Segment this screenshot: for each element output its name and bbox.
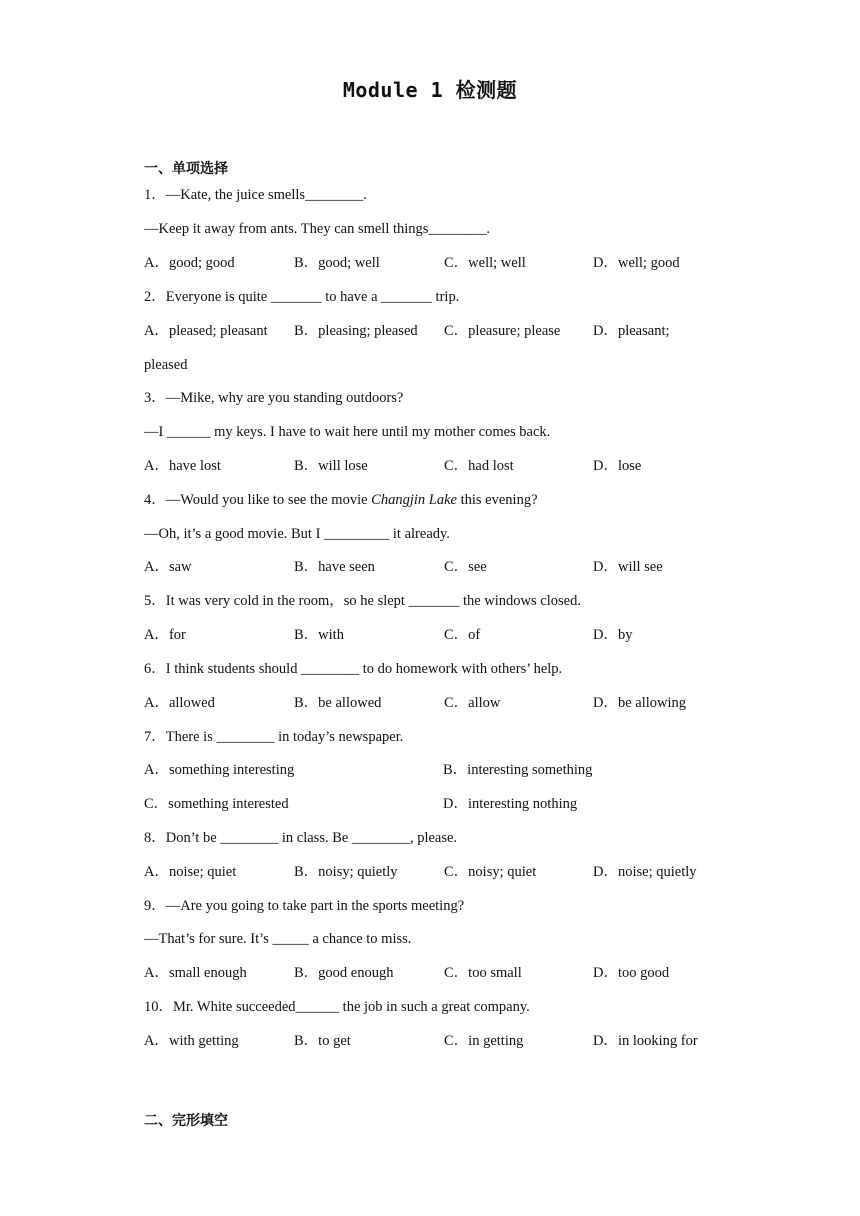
option-d: D．by	[593, 627, 633, 643]
option-a: A．with getting	[144, 1033, 239, 1049]
option-d: D．lose	[593, 458, 642, 474]
option-b: B．have seen	[294, 559, 375, 575]
question-8-options	[144, 863, 744, 881]
question-1-stem: 1．—Kate, the juice smells________.	[144, 187, 367, 203]
question-7-options-row1	[144, 761, 744, 779]
option-d: D．interesting nothing	[443, 796, 578, 812]
option-a: A．saw	[144, 559, 192, 575]
question-7-options-row2	[144, 795, 744, 813]
option-c: C．something interested	[144, 796, 289, 812]
option-c: C．in getting	[444, 1033, 524, 1049]
option-a: A．good; good	[144, 255, 235, 271]
option-b: B．pleasing; pleased	[294, 323, 418, 339]
option-a: A．pleased; pleasant	[144, 323, 268, 339]
question-6-stem: 6．I think students should ________ to do homework with others’ help.	[144, 661, 563, 677]
option-c: C．too small	[444, 965, 522, 981]
question-1-line2: —Keep it away from ants. They can smell things________.	[144, 221, 491, 237]
option-b: B．good; well	[294, 255, 380, 271]
question-3-options	[144, 457, 744, 475]
option-b: B．interesting something	[443, 762, 593, 778]
question-3-line2: —I ______ my keys. I have to wait here until my mother comes back.	[144, 424, 551, 440]
page-title: Module 1 检测题	[342, 78, 518, 102]
option-d: D．too good	[593, 965, 670, 981]
option-c: C．well; well	[444, 255, 526, 271]
movie-title: Changjin Lake	[371, 492, 457, 508]
question-7-stem: 7．There is ________ in today’s newspaper.	[144, 729, 404, 745]
question-1-options	[144, 254, 744, 272]
option-c: C．of	[444, 627, 481, 643]
option-b: B．will lose	[294, 458, 368, 474]
option-b: B．good enough	[294, 965, 394, 981]
question-8-stem: 8．Don’t be ________ in class. Be ________, please.	[144, 830, 458, 846]
option-d: D．noise; quietly	[593, 864, 697, 880]
option-d: D．will see	[593, 559, 663, 575]
option-a: A．allowed	[144, 695, 215, 711]
question-4-line2: —Oh, it’s a good movie. But I _________ it already.	[144, 526, 450, 542]
option-c: C．see	[444, 559, 487, 575]
option-b: B．to get	[294, 1033, 351, 1049]
question-6-options	[144, 694, 744, 712]
option-b: B．be allowed	[294, 695, 382, 711]
question-9-options	[144, 964, 744, 982]
question-4-stem-start: 4．—Would you like to see the movie	[144, 492, 372, 508]
option-d: D．in looking for	[593, 1033, 698, 1049]
question-3-stem: 3．—Mike, why are you standing outdoors?	[144, 390, 404, 406]
question-10-stem: 10．Mr. White succeeded______ the job in such a great company.	[144, 999, 530, 1015]
option-a: A．noise; quiet	[144, 864, 237, 880]
question-2-options	[144, 322, 744, 340]
option-c: C．had lost	[444, 458, 514, 474]
question-5-stem: 5．It was very cold in the room，so he slept _______ the windows closed.	[144, 593, 581, 609]
option-a: A．small enough	[144, 965, 247, 981]
option-d: D．be allowing	[593, 695, 687, 711]
question-9-line2: —That’s for sure. It’s _____ a chance to miss.	[144, 931, 412, 947]
option-c: C．noisy; quiet	[444, 864, 537, 880]
option-a: A．for	[144, 627, 186, 643]
question-9-stem: 9．—Are you going to take part in the sports meeting?	[144, 898, 465, 914]
question-4-stem	[144, 491, 538, 509]
question-4-stem-end: this evening?	[456, 492, 538, 508]
option-d: D．pleasant;	[593, 323, 670, 339]
section-heading-cloze: 二、完形填空	[144, 1113, 228, 1129]
section-heading-multiple-choice: 一、单项选择	[144, 161, 228, 177]
question-5-options	[144, 626, 744, 644]
question-4-options	[144, 558, 744, 576]
option-d: D．well; good	[593, 255, 680, 271]
option-b: B．with	[294, 627, 344, 643]
question-2-stem: 2．Everyone is quite _______ to have a _______ trip.	[144, 289, 460, 305]
question-2-option-d-wrap: pleased	[144, 357, 188, 373]
option-a: A．something interesting	[144, 762, 295, 778]
option-c: C．allow	[444, 695, 501, 711]
option-c: C．pleasure; please	[444, 323, 561, 339]
option-a: A．have lost	[144, 458, 221, 474]
option-b: B．noisy; quietly	[294, 864, 398, 880]
question-10-options	[144, 1032, 744, 1050]
